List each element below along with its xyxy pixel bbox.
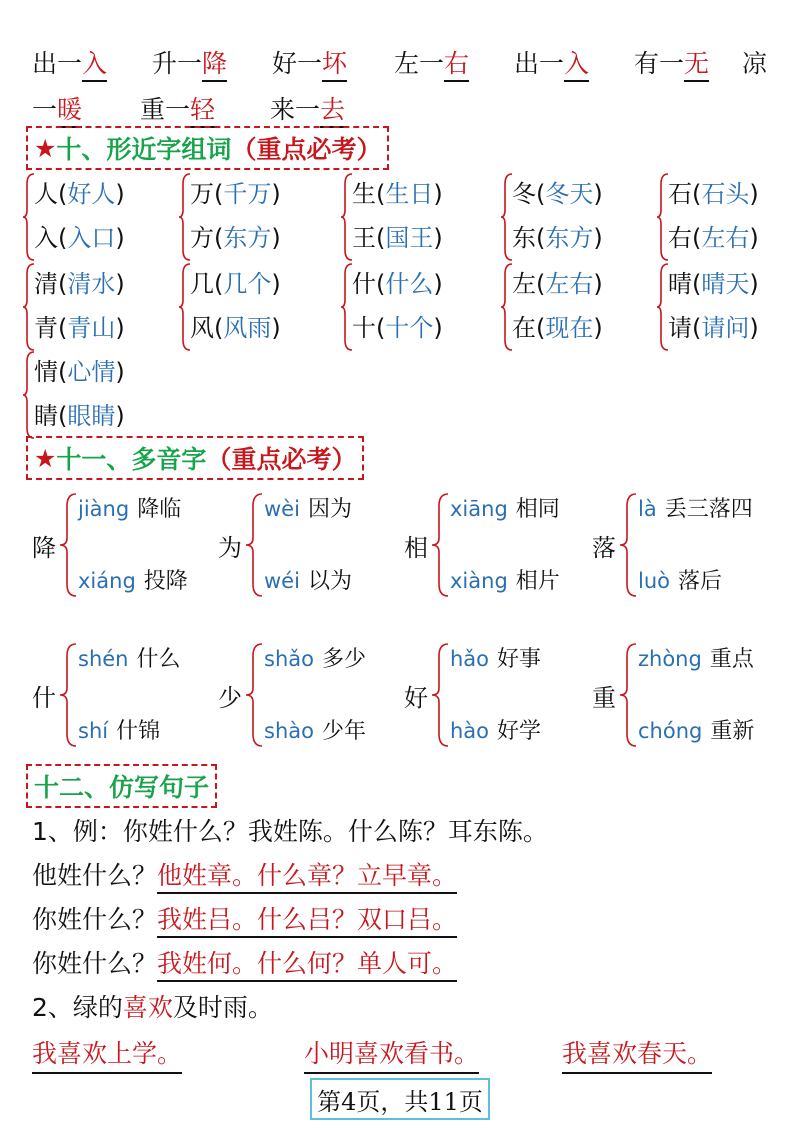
polyphonic-char: 降 <box>32 534 56 562</box>
answer-sentence: 我喜欢上学。 <box>32 1034 182 1074</box>
reading: là 丢三落四 <box>638 497 753 522</box>
polyphonic-group <box>218 490 408 600</box>
polyphonic-group <box>592 490 782 600</box>
char-pair <box>340 262 490 352</box>
pair-entry: 晴(晴天) <box>668 270 759 298</box>
reading: wéi 以为 <box>264 569 352 594</box>
antonym-item: 出一入 <box>514 44 589 80</box>
char-pair <box>500 262 650 352</box>
char-pair <box>656 262 800 352</box>
char-pair <box>178 172 328 262</box>
reading: xiàng 相片 <box>450 569 560 594</box>
polyphonic-char: 少 <box>218 684 242 712</box>
section-12-heading: 十二、仿写句子 <box>26 764 217 808</box>
pair-entry: 请(请问) <box>668 314 759 342</box>
polyphonic-group <box>32 640 222 750</box>
imitation-line: 你姓什么？我姓吕。什么吕？双口吕。 <box>32 900 457 936</box>
pair-entry: 清(清水) <box>34 270 125 298</box>
example-sentence: 1、例：你姓什么？我姓陈。什么陈？耳东陈。 <box>32 817 548 846</box>
reading: chóng 重新 <box>638 719 755 744</box>
polyphonic-group <box>32 490 222 600</box>
pair-entry: 青(青山) <box>34 314 125 342</box>
pair-entry: 冬(冬天) <box>512 180 603 208</box>
section-10-heading: ★ 十、形近字组词 （重点必考） <box>26 126 389 170</box>
section-11-heading: ★ 十一、多音字 （重点必考） <box>26 436 364 480</box>
answer-sentence: 我喜欢春天。 <box>562 1034 712 1074</box>
antonym-item: 左一右 <box>394 44 469 80</box>
pair-entry: 东(东方) <box>512 224 603 252</box>
star-icon: ★ <box>34 443 57 473</box>
star-icon: ★ <box>34 133 57 163</box>
antonym-row-1 <box>0 44 800 84</box>
reading: jiàng 降临 <box>78 497 182 522</box>
polyphonic-char: 落 <box>592 534 616 562</box>
antonym-item: 有一无 <box>634 44 709 80</box>
question-2: 2、绿的喜欢及时雨。 <box>32 993 273 1022</box>
pair-entry: 几(几个) <box>190 270 281 298</box>
polyphonic-char: 什 <box>32 684 56 712</box>
pair-entry: 方(东方) <box>190 224 281 252</box>
char-pair <box>656 172 800 262</box>
reading: shào 少年 <box>264 719 366 744</box>
antonym-item: 出一入 <box>32 44 107 80</box>
pair-entry: 人(好人) <box>34 180 125 208</box>
pair-entry: 入(入口) <box>34 224 125 252</box>
pair-entry: 睛(眼睛) <box>34 402 125 430</box>
pair-entry: 十(十个) <box>352 314 443 342</box>
pair-entry: 万(千万) <box>190 180 281 208</box>
pair-entry: 风(风雨) <box>190 314 281 342</box>
polyphonic-group <box>218 640 408 750</box>
char-pair <box>22 172 172 262</box>
reading: zhòng 重点 <box>638 647 754 672</box>
char-pair <box>340 172 490 262</box>
antonym-item: 重一轻 <box>140 90 215 126</box>
polyphonic-group <box>404 640 594 750</box>
reading: xiāng 相同 <box>450 497 560 522</box>
antonym-item: 来一去 <box>270 90 345 126</box>
antonym-item: 升一降 <box>152 44 227 80</box>
char-pair <box>500 172 650 262</box>
polyphonic-char: 相 <box>404 534 428 562</box>
reading: hào 好学 <box>450 719 542 744</box>
imitation-line: 你姓什么？我姓何。什么何？单人可。 <box>32 944 457 980</box>
pair-entry: 什(什么) <box>352 270 443 298</box>
reading: luò 落后 <box>638 569 723 594</box>
pair-entry: 右(左右) <box>668 224 759 252</box>
polyphonic-char: 为 <box>218 534 242 562</box>
pair-entry: 生(生日) <box>352 180 443 208</box>
reading: shén 什么 <box>78 647 181 672</box>
page-number: 第4页，共11页 <box>310 1078 490 1120</box>
polyphonic-char: 好 <box>404 684 428 712</box>
polyphonic-group <box>592 640 782 750</box>
antonym-item: 好一坏 <box>272 44 347 80</box>
polyphonic-char: 重 <box>592 684 616 712</box>
imitation-line: 他姓什么？他姓章。什么章？立早章。 <box>32 856 457 892</box>
reading: hǎo 好事 <box>450 647 542 672</box>
char-pair <box>178 262 328 352</box>
reading: shí 什锦 <box>78 719 161 744</box>
pair-entry: 王(国王) <box>352 224 443 252</box>
antonym-row-2 <box>0 90 800 130</box>
pair-entry: 石(石头) <box>668 180 759 208</box>
reading: xiáng 投降 <box>78 569 188 594</box>
antonym-item: 一暖 <box>32 90 82 126</box>
char-pair <box>22 350 172 440</box>
reading: wèi 因为 <box>264 497 352 522</box>
polyphonic-group <box>404 490 594 600</box>
answer-sentence: 小明喜欢看书。 <box>304 1034 479 1074</box>
antonym-item: 凉 <box>742 49 768 78</box>
pair-entry: 情(心情) <box>34 358 125 386</box>
char-pair <box>22 262 172 352</box>
pair-entry: 在(现在) <box>512 314 603 342</box>
reading: shǎo 多少 <box>264 647 366 672</box>
pair-entry: 左(左右) <box>512 270 603 298</box>
